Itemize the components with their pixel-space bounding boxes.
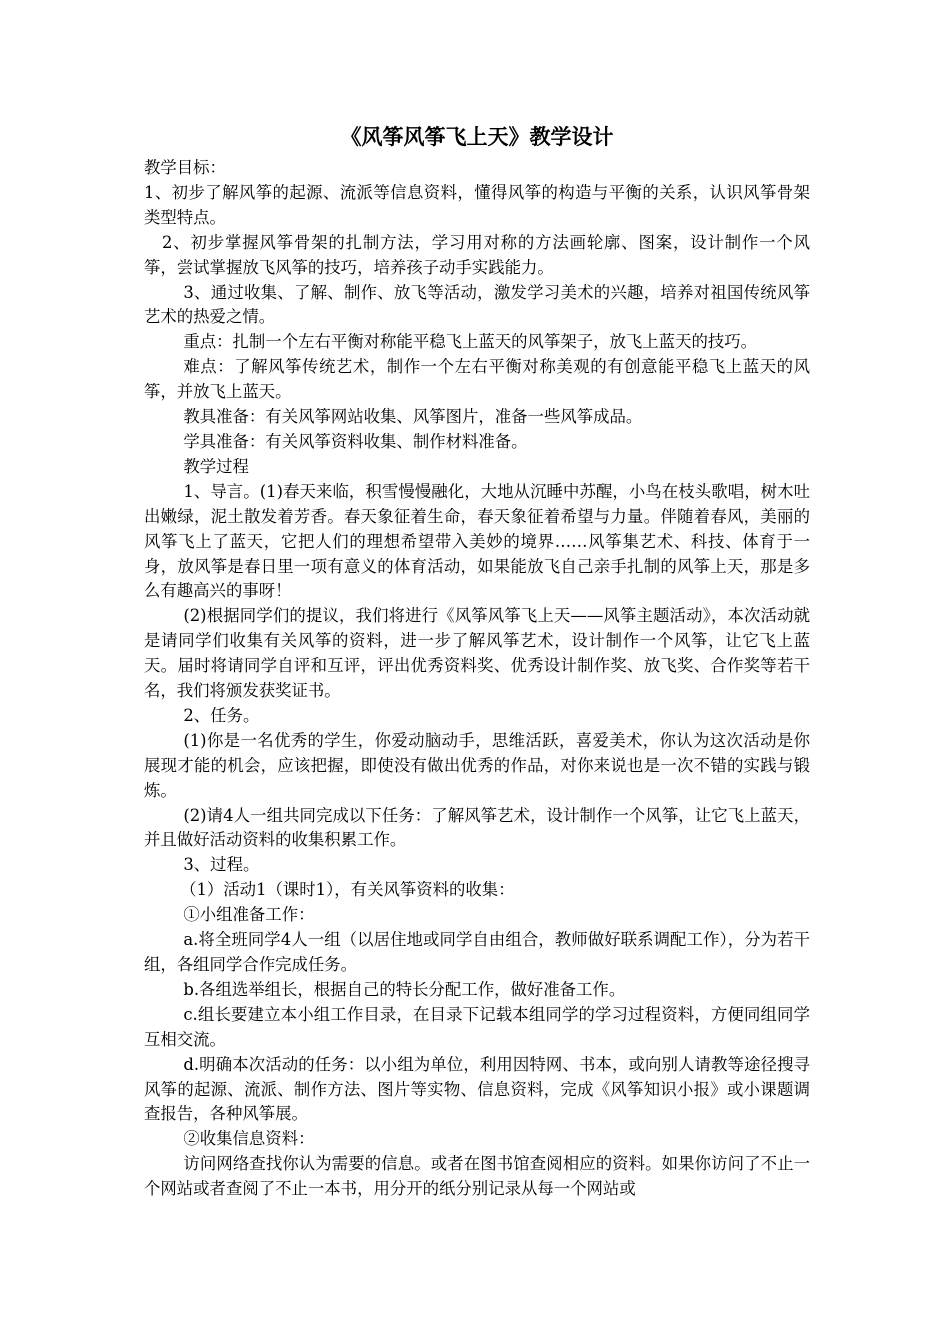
paragraph: (1)你是一名优秀的学生，你爱动脑动手，思维活跃，喜爱美术，你认为这次活动是你展现才能的机会，应该把握，即使没有做出优秀的作品，对你来说也是一次不错的实践与锻炼。: [144, 730, 810, 800]
paragraph: ①小组准备工作：: [183, 905, 315, 925]
document-page: [144, 118, 810, 1202]
paragraph: d.明确本次活动的任务：以小组为单位，利用因特网、书本，或向别人请教等途径搜寻风筝的起源、流派、制作方法、图片等实物、信息资料，完成《风筝知识小报》或小课题调查报告，各种风筝展。: [144, 1054, 810, 1124]
paragraph: b.各组选举组长，根据自己的特长分配工作，做好准备工作。: [183, 979, 626, 999]
paragraph: 3、通过收集、了解、制作、放飞等活动，激发学习美术的兴趣，培养对祖国传统风筝艺术的热爱之情。: [144, 282, 810, 327]
paragraph: 难点：了解风筝传统艺术，制作一个左右平衡对称美观的有创意能平稳飞上蓝天的风筝，并放飞上蓝天。: [144, 357, 810, 402]
document-body: [144, 156, 810, 1202]
paragraph: 教学目标：: [144, 158, 226, 177]
paragraph: 1、初步了解风筝的起源、流派等信息资料，懂得风筝的构造与平衡的关系，认识风筝骨架类型特点。: [144, 182, 810, 227]
paragraph: 访问网络查找你认为需要的信息。或者在图书馆查阅相应的资料。如果你访问了不止一个网站或者查阅了不止一本书，用分开的纸分别记录从每一个网站或: [144, 1154, 810, 1199]
paragraph: 2、任务。: [183, 705, 260, 725]
paragraph: 2、初步掌握风筝骨架的扎制方法，学习用对称的方法画轮廓、图案，设计制作一个风筝，尝试掌握放飞风筝的技巧，培养孩子动手实践能力。: [144, 232, 810, 277]
paragraph: 1、导言。(1)春天来临，积雪慢慢融化，大地从沉睡中苏醒，小鸟在枝头歌唱，树木吐出嫩绿，泥土散发着芳香。春天象征着生命，春天象征着希望与力量。伴随着春风，美丽的风筝飞上了蓝天，它把人们的理想希望带入美妙的境界……风筝集艺术、科技、体育于一身，放风筝是春日里一项有意义的体育活动，如果能放飞自己亲手扎制的风筝上天，那是多么有趣高兴的事呀！: [144, 481, 810, 601]
paragraph: c.组长要建立本小组工作目录，在目录下记载本组同学的学习过程资料，方便同组同学互相交流。: [144, 1004, 810, 1049]
paragraph: 重点：扎制一个左右平衡对称能平稳飞上蓝天的风筝架子，放飞上蓝天的技巧。: [183, 332, 758, 352]
paragraph: 教具准备：有关风筝网站收集、风筝图片，准备一些风筝成品。: [183, 407, 643, 427]
paragraph: ②收集信息资料：: [183, 1129, 315, 1149]
paragraph: a.将全班同学4人一组（以居住地或同学自由组合，教师做好联系调配工作），分为若干组，各组同学合作完成任务。: [144, 930, 810, 974]
paragraph: 学具准备：有关风筝资料收集、制作材料准备。: [183, 431, 528, 451]
paragraph: 3、过程。: [183, 855, 260, 875]
document-title: 《风筝风筝飞上天》教学设计: [340, 124, 614, 149]
paragraph: 教学过程: [183, 456, 249, 476]
paragraph: (2)请4人一组共同完成以下任务：了解风筝艺术，设计制作一个风筝，让它飞上蓝天，并且做好活动资料的收集积累工作。: [144, 805, 810, 850]
paragraph: (2)根据同学们的提议，我们将进行《风筝风筝飞上天——风筝主题活动》，本次活动就是请同学们收集有关风筝的资料，进一步了解风筝艺术，设计制作一个风筝，让它飞上蓝天。届时将请同学自评和互评，评出优秀资料奖、优秀设计制作奖、放飞奖、合作奖等若干名，我们将颁发获奖证书。: [144, 606, 810, 701]
paragraph: （1）活动1（课时1），有关风筝资料的收集：: [180, 880, 515, 900]
